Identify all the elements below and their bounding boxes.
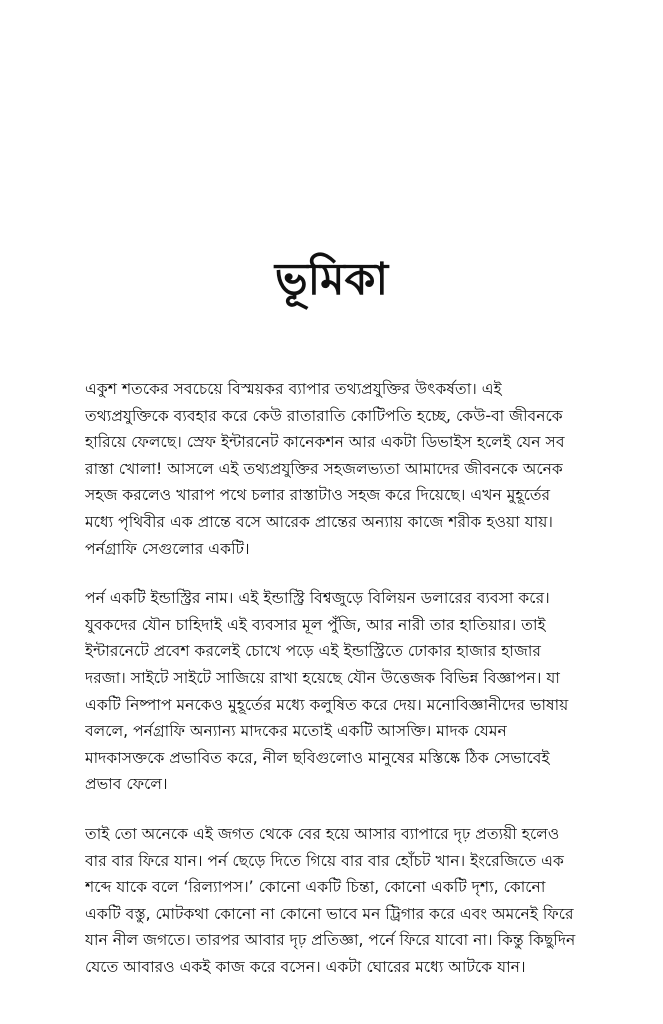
text-line: মাদকাসক্তকে প্রভাবিত করে, নীল ছবিগুলোও মানুষের মস্তিষ্কে ঠিক সেভাবেই [85,748,550,767]
text-line: একুশ শতকের সবচেয়ে বিস্ময়কর ব্যাপার তথ্যপ্রযুক্তির উৎকর্ষতা। এই [85,380,502,398]
text-line: তথ্যপ্রযুক্তিকে ব্যবহার করে কেউ রাতারাতি কোটিপতি হচ্ছে, কেউ-বা জীবনকে [85,406,563,425]
page-title: ভূমিকা [274,254,389,305]
text-line: পর্নগ্রাফি সেগুলোর একটি। [85,539,250,558]
text-line: যুবকদের যৌন চাহিদাই এই ব্যবসার মূল পুঁজি, আর নারী তার হাতিয়ার। তাই [85,615,546,634]
text-line: বললে, পর্নগ্রাফি অন্যান্য মাদকের মতোই একটি আসক্তি। মাদক যেমন [85,722,507,741]
text-line: সহজ করলেও খারাপ পথে চলার রাস্তাটাও সহজ করে দিয়েছে। এখন মুহূর্তের [85,486,551,505]
text-line: হারিয়ে ফেলছে। স্রেফ ইন্টারনেট কানেকশন আর একটা ডিভাইস হলেই যেন সব [85,433,565,452]
text-line: একটি বস্তু, মোটকথা কোনো না কোনো ভাবে মন ট্রিগার করে এবং অমনেই ফিরে [85,904,574,923]
text-line: ইন্টারনেটে প্রবেশ করলেই চোখে পড়ে এই ইন্ডাস্ট্রিতে ঢোকার হাজার হাজার [85,642,541,661]
text-line: শব্দে যাকে বলে ‘রিল্যাপস।’ কোনো একটি চিন্তা, কোনো একটি দৃশ্য, কোনো [85,878,546,897]
text-line: দরজা। সাইটে সাইটে সাজিয়ে রাখা হয়েছে যৌন উত্তেজক বিভিন্ন বিজ্ঞাপন। যা [85,668,560,687]
body-text [85,376,577,1003]
paragraph-1 [85,376,577,562]
paragraph-3 [85,821,577,981]
text-line: পর্ন একটি ইন্ডাস্ট্রির নাম। এই ইন্ডাস্ট্রি বিশ্বজুড়ে বিলিয়ন ডলারের ব্যবসা করে। [85,589,550,608]
text-line: যান নীল জগতে। তারপর আবার দৃঢ় প্রতিজ্ঞা, পর্নে ফিরে যাবো না। কিন্তু কিছুদিন [85,931,576,950]
paragraph-2 [85,585,577,798]
text-line: বার বার ফিরে যান। পর্ন ছেড়ে দিতে গিয়ে বার বার হোঁচট খান। ইংরেজিতে এক [85,851,564,870]
text-line: রাস্তা খোলা! আসলে এই তথ্যপ্রযুক্তির সহজলভ্যতা আমাদের জীবনকে অনেক [85,459,563,478]
text-line: প্রভাব ফেলে। [85,775,168,794]
text-line: মধ্যে পৃথিবীর এক প্রান্তে বসে আরেক প্রান্তের অন্যায় কাজে শরীক হওয়া যায়। [85,512,553,531]
text-line: যেতে আবারও একই কাজ করে বসেন। একটা ঘোরের মধ্যে আটকে যান। [85,957,526,976]
text-line: তাই তো অনেকে এই জগত থেকে বের হয়ে আসার ব্যাপারে দৃঢ় প্রত্যয়ী হলেও [85,824,560,843]
text-line: একটি নিষ্পাপ মনকেও মুহূর্তের মধ্যে কলুষিত করে দেয়। মনোবিজ্ঞানীদের ভাষায় [85,695,569,714]
